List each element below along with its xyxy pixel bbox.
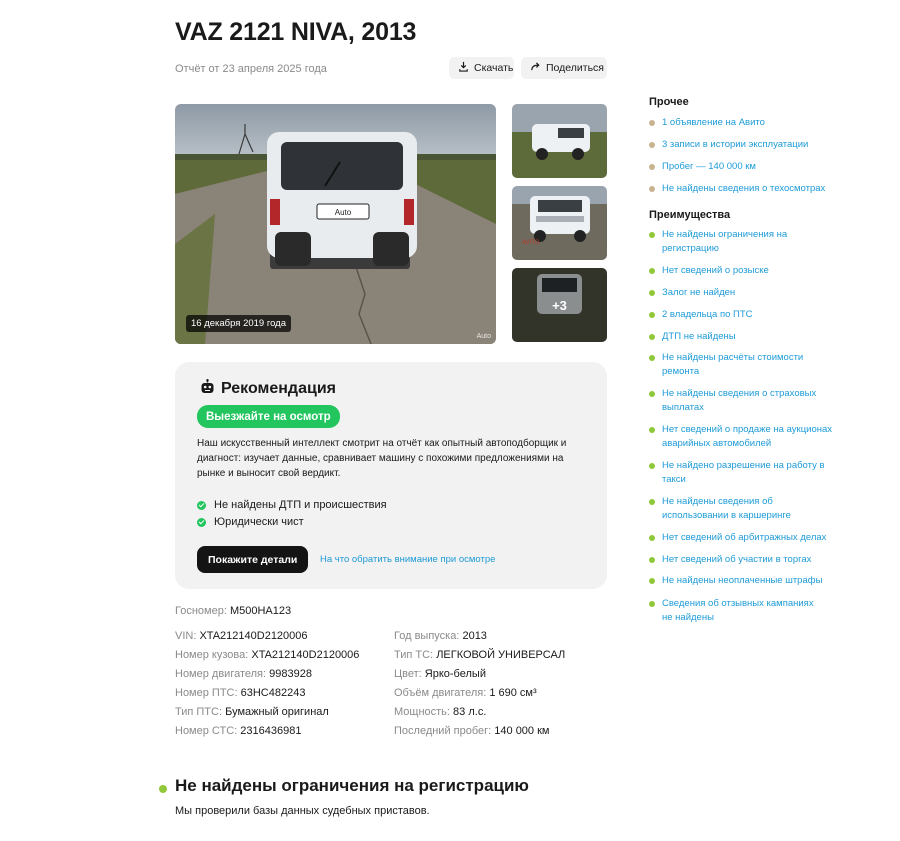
sidebar-link-label: Не найдено разрешение на работу в такси xyxy=(662,460,825,485)
section-subtitle: Мы проверили базы данных судебных приставов. xyxy=(175,805,430,817)
check-item xyxy=(197,499,387,511)
bullet-icon xyxy=(649,120,655,126)
check-icon xyxy=(197,501,206,510)
spec-key: Номер кузова: xyxy=(175,649,249,661)
sidebar-link-label: Пробег — 140 000 км xyxy=(662,161,756,172)
sidebar-link-label: 1 объявление на Авито xyxy=(662,117,765,128)
sidebar-link[interactable] xyxy=(649,387,829,414)
sidebar-link[interactable] xyxy=(649,116,849,130)
photo-thumbnail-2[interactable] xyxy=(512,186,607,260)
sidebar-link[interactable] xyxy=(649,308,849,322)
sidebar-link[interactable] xyxy=(649,597,819,624)
spec-value: 63НС482243 xyxy=(240,687,306,699)
spec-key: Номер СТС: xyxy=(175,725,238,737)
section-title: Не найдены ограничения на регистрацию xyxy=(175,776,529,795)
sidebar-link-label: Не найдены сведения о страховых выплатах xyxy=(662,388,817,413)
check-label: Не найдены ДТП и происшествия xyxy=(214,499,387,511)
inspection-tips-link[interactable]: На что обратить внимание при осмотре xyxy=(320,554,496,565)
bullet-icon xyxy=(649,463,655,469)
sidebar-link-label: Сведения об отзывных кампаниях не найдены xyxy=(662,598,814,623)
sidebar-link-label: Нет сведений об арбитражных делах xyxy=(662,532,827,543)
sidebar-link[interactable] xyxy=(649,228,789,255)
bullet-icon xyxy=(649,391,655,397)
photo-thumbnail-more[interactable] xyxy=(512,268,607,342)
share-icon xyxy=(530,61,541,75)
bullet-icon xyxy=(649,290,655,296)
sidebar-link[interactable] xyxy=(649,459,834,486)
report-date: Отчёт от 23 апреля 2025 года xyxy=(175,63,327,75)
check-item xyxy=(197,516,304,528)
plate-value: М500НА123 xyxy=(229,605,292,617)
spec-row xyxy=(394,630,487,642)
spec-key: Тип ТС: xyxy=(394,649,434,661)
recommendation-header xyxy=(200,379,336,399)
spec-key: Номер ПТС: xyxy=(175,687,238,699)
status-dot-icon xyxy=(159,785,167,793)
spec-key: Тип ПТС: xyxy=(175,706,223,718)
bullet-icon xyxy=(649,499,655,505)
spec-row xyxy=(394,706,486,718)
bullet-icon xyxy=(649,334,655,340)
download-button[interactable] xyxy=(449,57,514,79)
check-icon xyxy=(197,518,206,527)
sidebar-link-label: 3 записи в истории эксплуатации xyxy=(662,139,809,150)
spec-key: Мощность: xyxy=(394,706,450,718)
sidebar-link[interactable] xyxy=(649,351,814,378)
bullet-icon xyxy=(649,268,655,274)
download-icon xyxy=(458,61,469,75)
spec-value: ЛЕГКОВОЙ УНИВЕРСАЛ xyxy=(436,649,566,661)
bullet-icon xyxy=(649,355,655,361)
spec-key: Год выпуска: xyxy=(394,630,460,642)
download-label: Скачать xyxy=(474,62,514,74)
photo-date-badge: 16 декабря 2019 года xyxy=(186,315,291,332)
bullet-icon xyxy=(649,427,655,433)
sidebar-link-label: Не найдены неоплаченные штрафы xyxy=(662,575,823,586)
sidebar-other-heading: Прочее xyxy=(649,96,689,108)
bullet-icon xyxy=(649,601,655,607)
sidebar-link-label: Не найдены расчёты стоимости ремонта xyxy=(662,352,804,377)
spec-row xyxy=(394,668,486,680)
share-label: Поделиться xyxy=(546,62,604,74)
sidebar-link[interactable] xyxy=(649,286,849,300)
sidebar-link-label: Залог не найден xyxy=(662,287,736,298)
spec-key: Объём двигателя: xyxy=(394,687,487,699)
spec-key: Цвет: xyxy=(394,668,422,680)
spec-row xyxy=(175,649,359,661)
spec-row xyxy=(394,687,537,699)
spec-key: Номер двигателя: xyxy=(175,668,267,680)
sidebar-link[interactable] xyxy=(649,553,849,567)
more-photos-count: +3 xyxy=(512,268,607,342)
main-car-photo[interactable] xyxy=(175,104,496,344)
page-title: VAZ 2121 NIVA, 2013 xyxy=(175,18,417,46)
spec-value: 2316436981 xyxy=(240,725,302,737)
show-details-button[interactable]: Покажите детали xyxy=(197,546,308,573)
sidebar-link[interactable] xyxy=(649,264,849,278)
sidebar-link-label: Не найдены сведения о техосмотрах xyxy=(662,183,826,194)
bullet-icon xyxy=(649,232,655,238)
plate-label: Госномер: xyxy=(175,605,227,617)
sidebar-link[interactable] xyxy=(649,531,849,545)
bullet-icon xyxy=(649,312,655,318)
spec-row xyxy=(175,687,305,699)
sidebar-link[interactable] xyxy=(649,495,824,522)
bullet-icon xyxy=(649,164,655,170)
photo-thumbnail-1[interactable] xyxy=(512,104,607,178)
check-label: Юридически чист xyxy=(214,516,304,528)
sidebar-link-label: 2 владельца по ПТС xyxy=(662,309,753,320)
spec-value: 83 л.с. xyxy=(453,706,487,718)
spec-value: Ярко-белый xyxy=(424,668,486,680)
sidebar-link[interactable] xyxy=(649,574,849,588)
spec-value: Бумажный оригинал xyxy=(225,706,329,718)
sidebar-link-label: Не найдены сведения об использовании в каршеринге xyxy=(662,496,791,521)
sidebar-link[interactable] xyxy=(649,330,849,344)
spec-row xyxy=(175,706,329,718)
spec-value: XTA212140D2120006 xyxy=(199,630,308,642)
spec-key: VIN: xyxy=(175,630,197,642)
spec-row xyxy=(394,725,549,737)
bullet-icon xyxy=(649,578,655,584)
plate-number xyxy=(175,605,291,617)
spec-row xyxy=(175,725,301,737)
bullet-icon xyxy=(649,557,655,563)
recommendation-card xyxy=(175,362,607,589)
share-button[interactable] xyxy=(521,57,607,79)
sidebar-link-label: ДТП не найдены xyxy=(662,331,736,342)
bullet-icon xyxy=(649,142,655,148)
sidebar-link-label: Не найдены ограничения на регистрацию xyxy=(662,229,788,254)
sidebar-link-label: Нет сведений об участии в торгах xyxy=(662,554,812,565)
verdict-badge: Выезжайте на осмотр xyxy=(197,405,340,428)
bullet-icon xyxy=(649,186,655,192)
watermark: Auto xyxy=(476,333,491,340)
spec-value: 1 690 см³ xyxy=(489,687,537,699)
spec-value: 2013 xyxy=(462,630,487,642)
sidebar-link[interactable] xyxy=(649,160,849,174)
sidebar-link-label: Нет сведений о розыске xyxy=(662,265,769,276)
sidebar-link-label: Нет сведений о продаже на аукционах аварийных автомобилей xyxy=(662,424,833,449)
spec-key: Последний пробег: xyxy=(394,725,492,737)
plate-text: Auto xyxy=(334,208,352,217)
recommendation-description: Наш искусственный интеллект смотрит на отчёт как опытный автоподборщик и диагност: изучает данные, сравнивает машину с похожими предложениями на рынке и выносит свой вердикт. xyxy=(197,438,567,479)
sidebar-link[interactable] xyxy=(649,423,849,450)
spec-value: 9983928 xyxy=(269,668,312,680)
spec-value: 140 000 км xyxy=(494,725,550,737)
spec-value: XTA212140D2120006 xyxy=(251,649,360,661)
spec-row xyxy=(394,649,565,661)
svg-text:AVITO: AVITO xyxy=(522,240,540,246)
bullet-icon xyxy=(649,535,655,541)
sidebar-link[interactable] xyxy=(649,138,849,152)
recommendation-title: Рекомендация xyxy=(221,380,336,397)
spec-row xyxy=(175,630,308,642)
sidebar-link[interactable] xyxy=(649,182,849,196)
sidebar-advantages-heading: Преимущества xyxy=(649,209,731,221)
robot-icon xyxy=(200,379,215,399)
spec-row xyxy=(175,668,312,680)
